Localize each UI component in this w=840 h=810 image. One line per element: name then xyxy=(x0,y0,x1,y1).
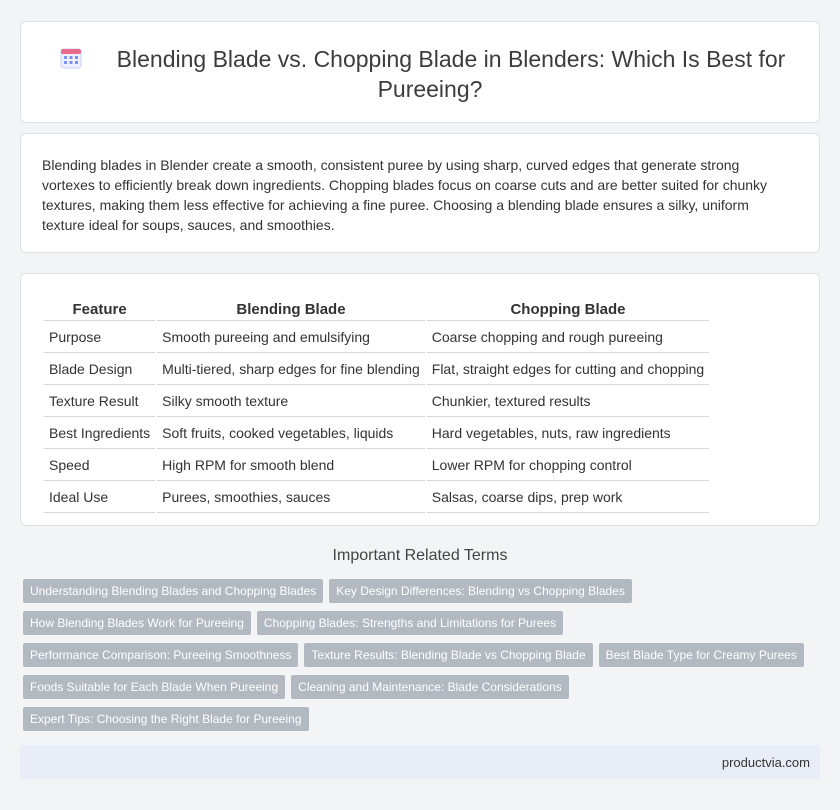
table-row xyxy=(44,355,709,385)
comparison-card xyxy=(20,273,820,526)
related-term-link[interactable]: Cleaning and Maintenance: Blade Considerations xyxy=(291,675,569,699)
table-cell: Hard vegetables, nuts, raw ingredients xyxy=(427,419,709,449)
table-cell: Smooth pureeing and emulsifying xyxy=(157,323,425,353)
related-term-link[interactable]: Foods Suitable for Each Blade When Pureeing xyxy=(23,675,285,699)
related-terms-heading: Important Related Terms xyxy=(332,547,508,564)
table-header-row xyxy=(44,298,709,321)
table-cell: Multi-tiered, sharp edges for fine blending xyxy=(157,355,425,385)
table-row xyxy=(44,451,709,481)
table-cell: Flat, straight edges for cutting and chopping xyxy=(427,355,709,385)
header-chopping-blade: Chopping Blade xyxy=(427,298,709,321)
related-term-link[interactable]: Key Design Differences: Blending vs Chopping Blades xyxy=(329,579,632,603)
table-row xyxy=(44,387,709,417)
table-cell: Speed xyxy=(44,451,155,481)
header-feature: Feature xyxy=(44,298,155,321)
table-cell: Salsas, coarse dips, prep work xyxy=(427,483,709,513)
page-title-wrap xyxy=(61,44,799,104)
table-cell: Chunkier, textured results xyxy=(427,387,709,417)
header-blending-blade: Blending Blade xyxy=(157,298,425,321)
related-term-link[interactable]: Best Blade Type for Creamy Purees xyxy=(599,643,804,667)
footer xyxy=(20,745,820,779)
table-cell: Purees, smoothies, sauces xyxy=(157,483,425,513)
related-term-link[interactable]: Expert Tips: Choosing the Right Blade for Pureeing xyxy=(23,707,309,731)
title-card xyxy=(20,21,820,123)
related-term-link[interactable]: Understanding Blending Blades and Chopping Blades xyxy=(23,579,323,603)
table-cell: Silky smooth texture xyxy=(157,387,425,417)
related-term-link[interactable]: Performance Comparison: Pureeing Smoothness xyxy=(23,643,298,667)
intro-card xyxy=(20,133,820,253)
site-link[interactable]: productvia.com xyxy=(721,755,810,770)
related-term-link[interactable]: Chopping Blades: Strengths and Limitations for Purees xyxy=(257,611,563,635)
table-cell: Soft fruits, cooked vegetables, liquids xyxy=(157,419,425,449)
related-terms-list xyxy=(23,579,813,731)
table-cell: Coarse chopping and rough pureeing xyxy=(427,323,709,353)
table-row xyxy=(44,323,709,353)
table-cell: Lower RPM for chopping control xyxy=(427,451,709,481)
intro-paragraph: Blending blades in Blender create a smooth, consistent puree by using sharp, curved edges that generate strong vortexes to efficiently break down ingredients. Chopping blades focus on coarse cuts and are better suited for chunky textures, making them less effective for achieving a fine puree. Choosing a blending blade ensures a silky, uniform texture ideal for soups, sauces, and smoothies. xyxy=(42,157,768,233)
table-row xyxy=(44,483,709,513)
related-term-link[interactable]: How Blending Blades Work for Pureeing xyxy=(23,611,251,635)
table-cell: Blade Design xyxy=(44,355,155,385)
page-title: Blending Blade vs. Chopping Blade in Blenders: Which Is Best for Pureeing? xyxy=(116,46,786,102)
table-cell: Texture Result xyxy=(44,387,155,417)
table-cell: High RPM for smooth blend xyxy=(157,451,425,481)
table-cell: Purpose xyxy=(44,323,155,353)
table-cell: Ideal Use xyxy=(44,483,155,513)
table-row xyxy=(44,419,709,449)
table-cell: Best Ingredients xyxy=(44,419,155,449)
comparison-table xyxy=(42,296,711,515)
related-term-link[interactable]: Texture Results: Blending Blade vs Chopping Blade xyxy=(304,643,592,667)
calendar-icon xyxy=(59,46,83,70)
